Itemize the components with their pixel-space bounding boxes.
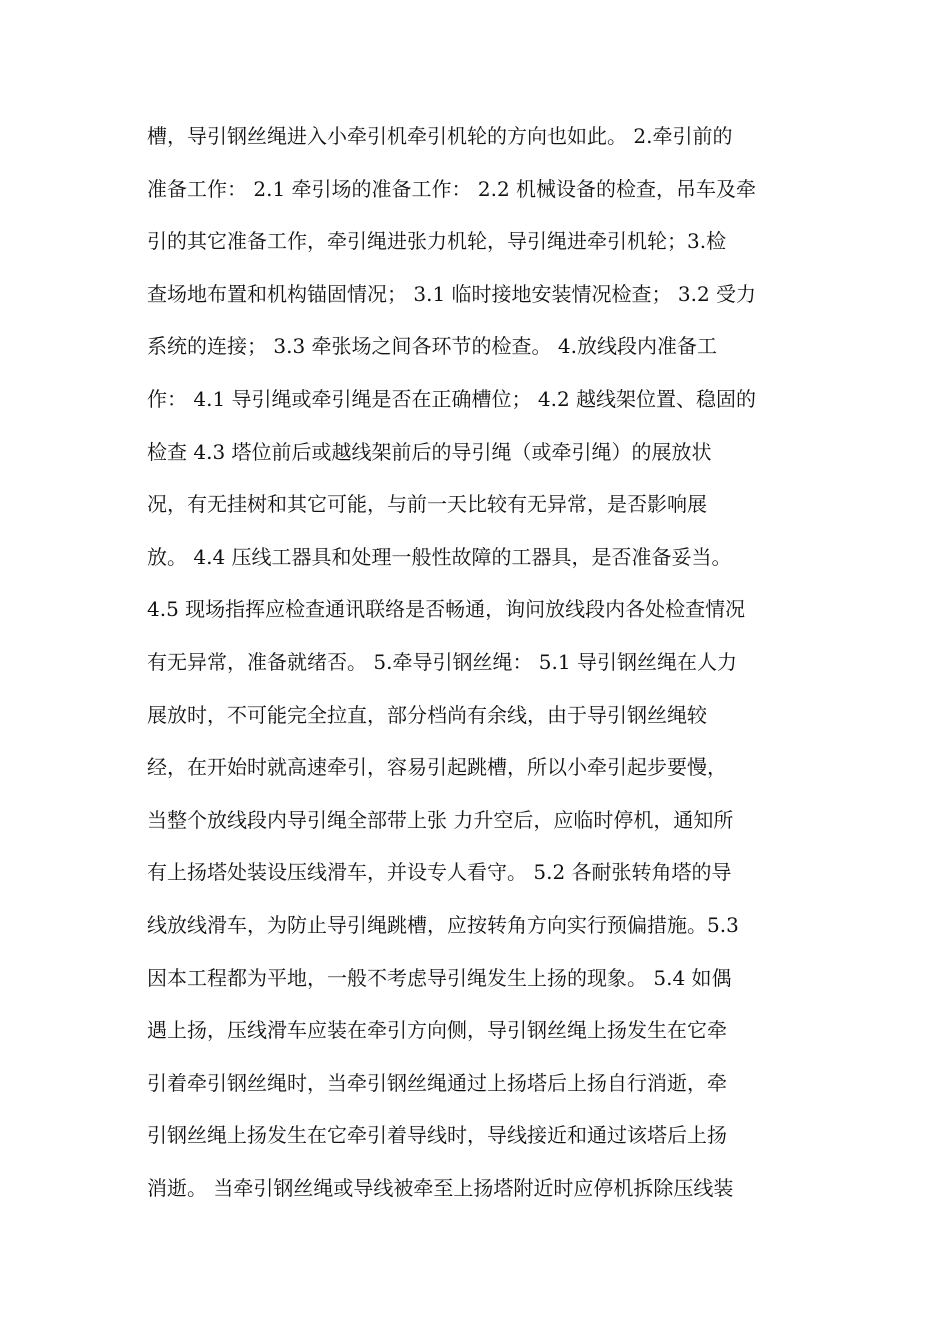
text-line: 槽，导引钢丝绳进入小牵引机牵引机轮的方向也如此。 2.牵引前的	[147, 124, 733, 148]
text-line: 当整个放线段内导引绳全部带上张 力升空后，应临时停机，通知所	[147, 807, 734, 832]
text-line: 引钢丝绳上扬发生在它牵引着导线时，导线接近和通过该塔后上扬	[147, 1123, 727, 1148]
text-line: 线放线滑车，为防止导引绳跳槽，应按转角方向实行预偏措施。5.3	[147, 912, 739, 937]
text-line: 有无异常，准备就绪否。 5.牵导引钢丝绳： 5.1 导引钢丝绳在人力	[147, 649, 737, 674]
text-line: 4.5 现场指挥应检查通讯联络是否畅通，询问放线段内各处检查情况	[147, 597, 746, 622]
text-line: 准备工作： 2.1 牵引场的准备工作： 2.2 机械设备的检查，吊车及牵	[147, 176, 757, 201]
text-line: 消逝。 当牵引钢丝绳或导线被牵至上扬塔附近时应停机拆除压线装	[147, 1175, 734, 1200]
text-line: 查场地布置和机构锚固情况； 3.1 临时接地安装情况检查； 3.2 受力	[147, 281, 757, 306]
text-line: 况，有无挂树和其它可能，与前一天比较有无异常，是否影响展	[147, 492, 707, 517]
text-line: 检查 4.3 塔位前后或越线架前后的导引绳（或牵引绳）的展放状	[147, 439, 712, 464]
text-line: 展放时，不可能完全拉直，部分档尚有余线，由于导引钢丝绳较	[147, 702, 707, 727]
text-line: 引着牵引钢丝绳时，当牵引钢丝绳通过上扬塔后上扬自行消逝，牵	[147, 1070, 727, 1095]
text-line: 经，在开始时就高速牵引，容易引起跳槽，所以小牵引起步要慢，	[147, 755, 727, 780]
text-line: 作： 4.1 导引绳或牵引绳是否在正确槽位； 4.2 越线架位置、稳固的	[147, 386, 757, 411]
text-line: 遇上扬，压线滑车应装在牵引方向侧，导引钢丝绳上扬发生在它牵	[147, 1018, 727, 1043]
text-line: 系统的连接； 3.3 牵张场之间各环节的检查。 4.放线段内准备工	[147, 334, 717, 359]
text-line: 因本工程都为平地，一般不考虑导引绳发生上扬的现象。 5.4 如偶	[147, 965, 732, 990]
text-line: 放。 4.4 压线工器具和处理一般性故障的工器具，是否准备妥当。	[147, 544, 732, 569]
text-line: 引的其它准备工作，牵引绳进张力机轮，导引绳进牵引机轮；3.检	[147, 229, 727, 254]
body-text	[147, 110, 817, 1214]
text-line: 有上扬塔处装设压线滑车，并设专人看守。 5.2 各耐张转角塔的导	[147, 860, 732, 885]
